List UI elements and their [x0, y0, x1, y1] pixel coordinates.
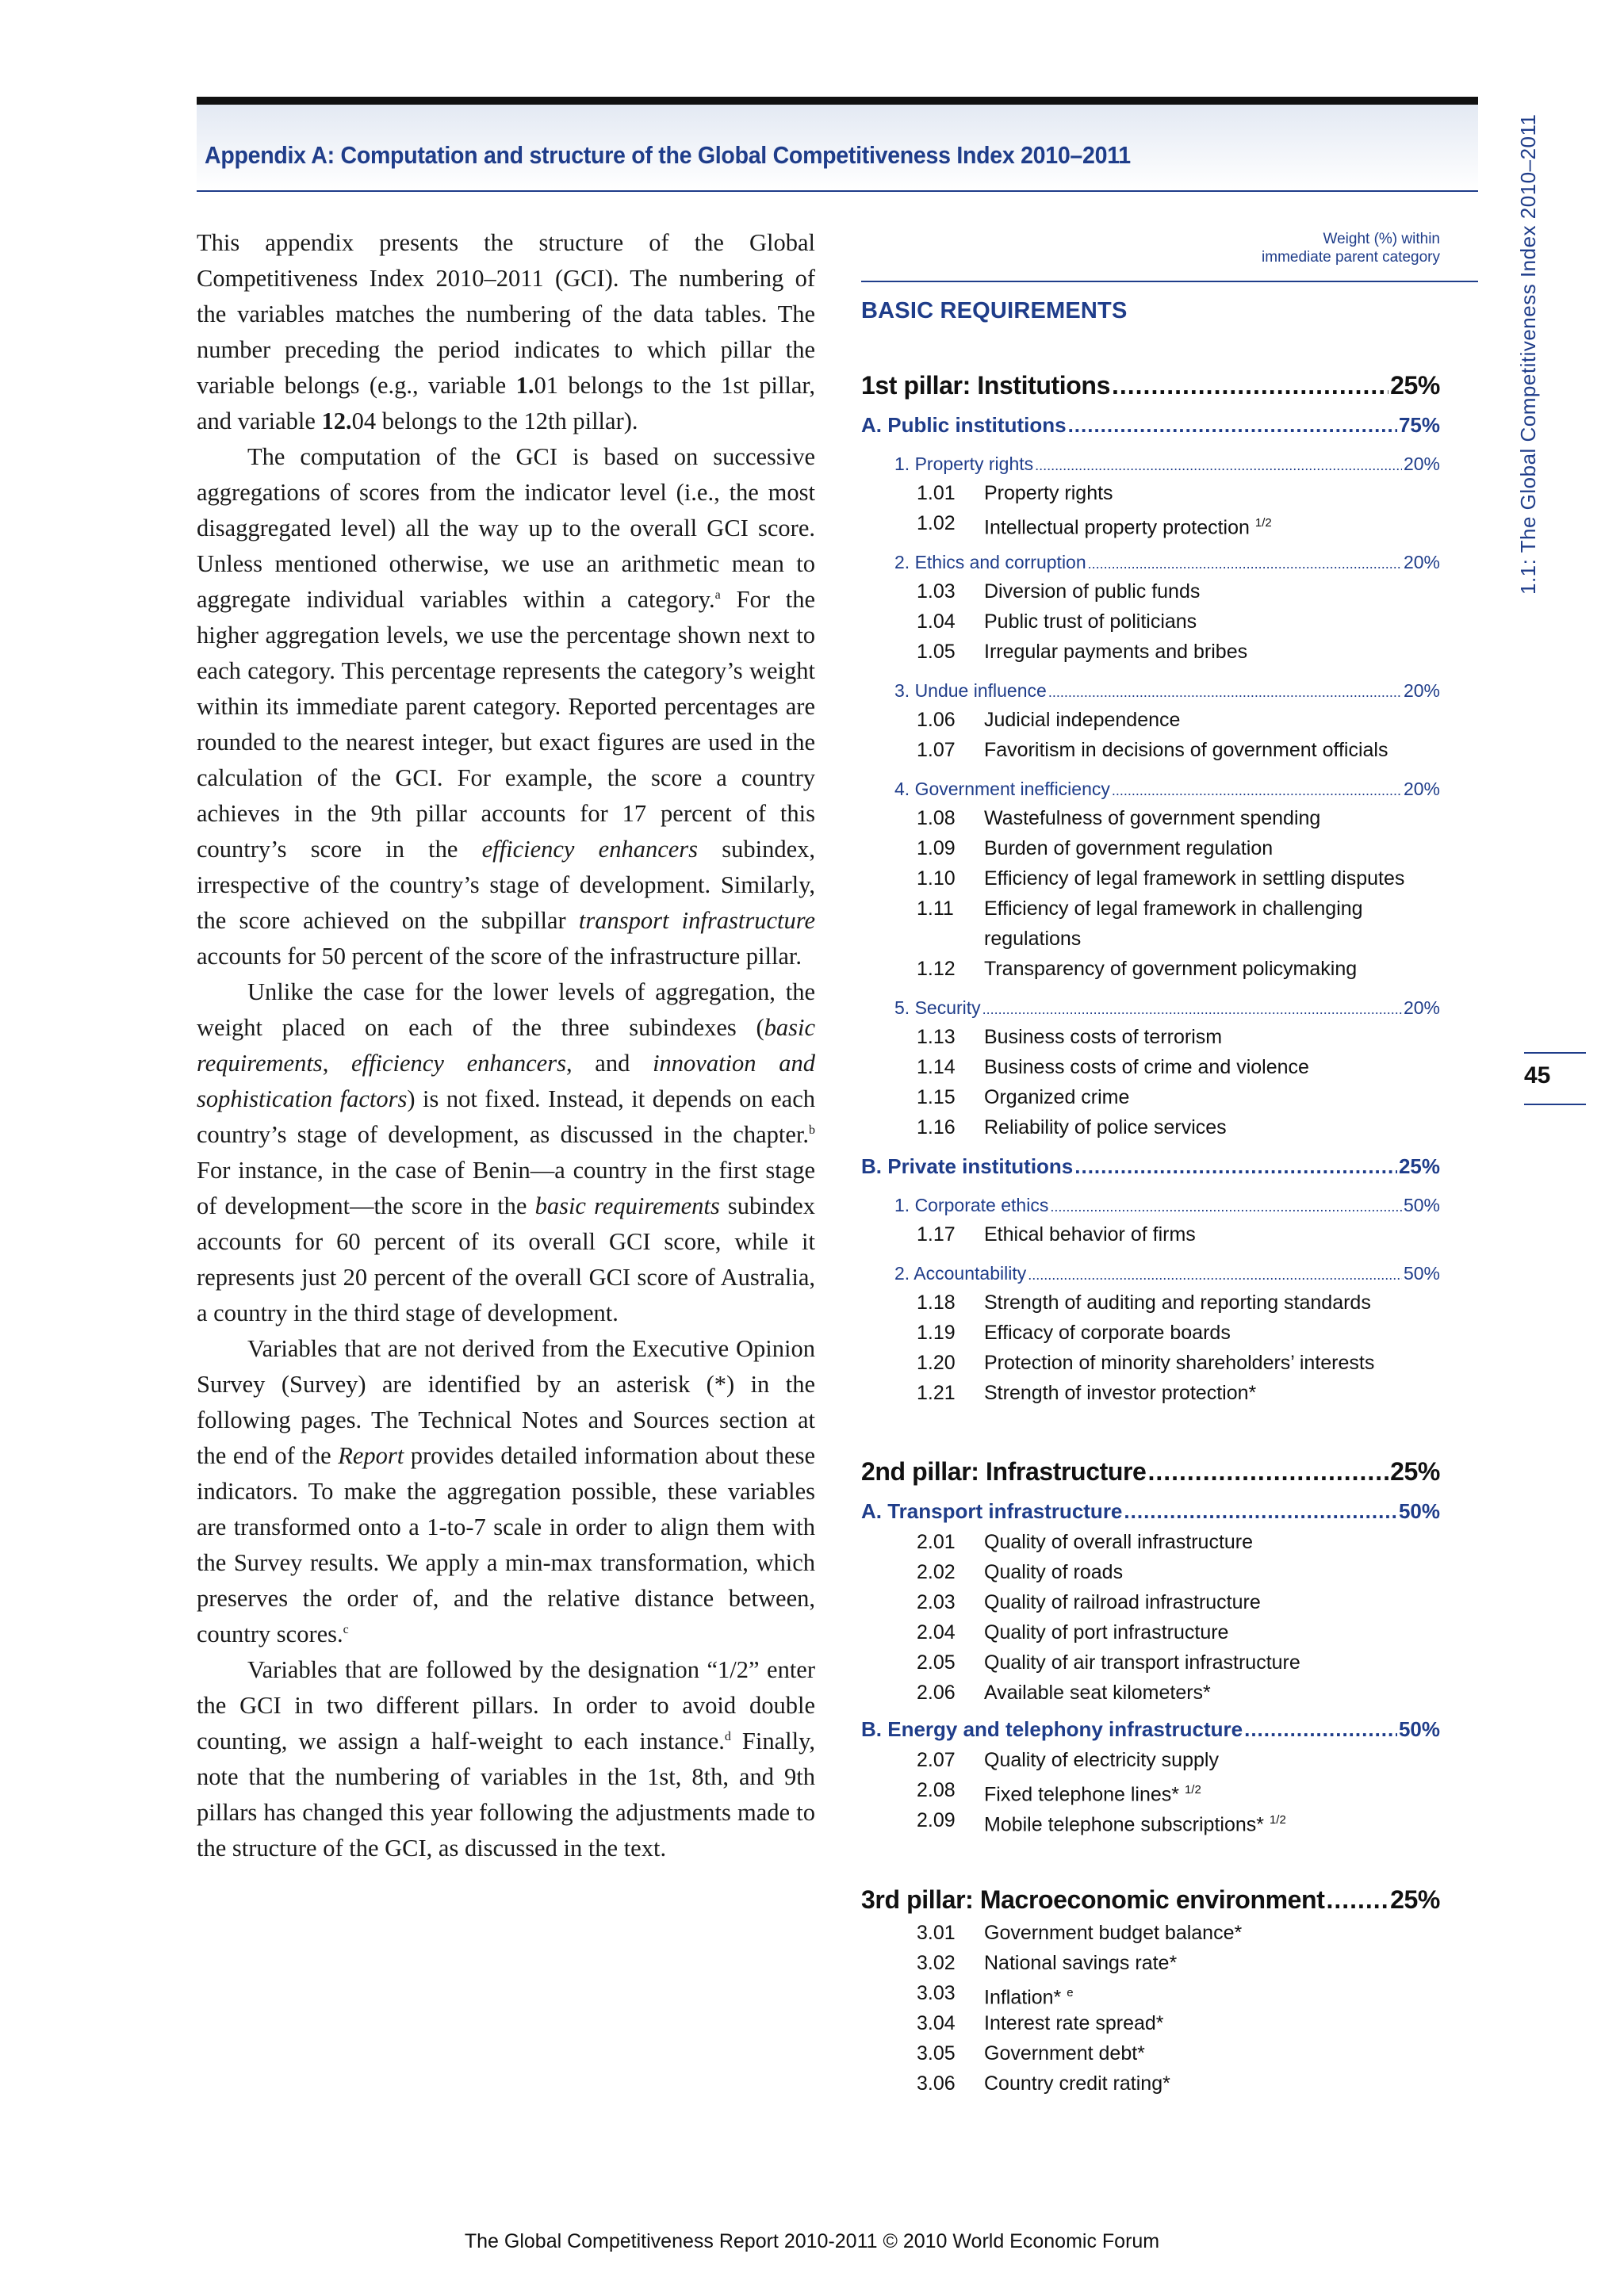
weight-column-header: Weight (%) within immediate parent category	[1262, 231, 1440, 266]
variable-item: 1.11 Efficiency of legal framework in challenging regulations	[917, 897, 1363, 950]
variable-item: 1.17 Ethical behavior of firms	[917, 1223, 1196, 1246]
variable-item: 1.04 Public trust of politicians	[917, 610, 1197, 633]
variable-item: 1.06 Judicial independence	[917, 709, 1181, 731]
variable-item: 1.16 Reliability of police services	[917, 1116, 1227, 1138]
variable-item: 2.05 Quality of air transport infrastructure	[917, 1651, 1300, 1674]
category-heading: 2. Ethics and corruption ..... 20%	[894, 552, 1440, 573]
header-band	[197, 105, 1478, 192]
variable-item: 1.14 Business costs of crime and violence	[917, 1056, 1309, 1078]
paragraph-4: Variables that are not derived from the Executive Opinion Survey (Survey) are identified by an asterisk (*) in the following pages. The Technical Notes and Sources section at the end of the Report provides detailed information about these indicators. To make the aggregation possible, these variables are transformed onto a 1-to-7 scale in order to align them with the Survey results. We apply a min-max transformation, which preserves the order of, and the relative distance between, country scores.$^c$	[197, 1335, 816, 1647]
variable-item: 3.05 Government debt*	[917, 2042, 1145, 2064]
variable-item: 3.01 Government budget balance*	[917, 1922, 1243, 1944]
variable-item: 2.09 Mobile telephone subscriptions* $^{1/2}$	[917, 1809, 1286, 1836]
variable-item: 1.01 Property rights	[917, 482, 1113, 504]
variable-item: 2.08 Fixed telephone lines* $^{1/2}$	[917, 1779, 1201, 1806]
variable-item: 1.08 Wastefulness of government spending	[917, 807, 1321, 829]
page-footer: The Global Competitiveness Report 2010-2011 © 2010 World Economic Forum	[464, 2230, 1160, 2252]
variable-item: 1.18 Strength of auditing and reporting standards	[917, 1292, 1371, 1314]
variable-item: 1.10 Efficiency of legal framework in settling disputes	[917, 867, 1405, 890]
category-heading: 5. Security ..... 20%	[894, 997, 1440, 1019]
category-heading: 1. Property rights ..... 20%	[894, 453, 1440, 475]
header-top-rule	[197, 97, 1478, 105]
variable-item: 1.09 Burden of government regulation	[917, 837, 1274, 859]
variable-item: 2.02 Quality of roads	[917, 1561, 1124, 1583]
subpillar-heading: A. Public institutions ..... 75%	[861, 413, 1440, 438]
category-heading: 1. Corporate ethics ..... 50%	[894, 1195, 1440, 1216]
variable-item: 1.13 Business costs of terrorism	[917, 1026, 1223, 1048]
variable-item: 1.15 Organized crime	[917, 1086, 1130, 1108]
paragraph-3: Unlike the case for the lower levels of aggregation, the weight placed on each of the three subindexes (basic requirements, efficiency enhancers, and innovation and sophistication factors) is not fixed. Instead, it depends on each country’s stage of development, as discussed in the chapter.$^b$ For instance, in the case of Benin—a country in the first stage of development—the score in the basic requirements subindex accounts for 60 percent of its overall GCI score, while it represents just 20 percent of the overall GCI score of Australia, a country in the third stage of development.	[197, 978, 815, 1326]
variable-item: 3.02 National savings rate*	[917, 1952, 1178, 1974]
variable-item: 1.02 Intellectual property protection $^{1/2}$	[917, 512, 1272, 539]
subpillar-heading: A. Transport infrastructure ..... 50%	[861, 1499, 1440, 1524]
pillar-heading: 3rd pillar: Macroeconomic environment ..... 25%	[861, 1885, 1440, 1915]
page-title: Appendix A: Computation and structure of the Global Competitiveness Index 2010–2011	[205, 141, 1131, 169]
variable-item: 1.12 Transparency of government policymaking	[917, 958, 1358, 980]
subpillar-heading: B. Private institutions ..... 25%	[861, 1154, 1440, 1179]
category-heading: 3. Undue influence ..... 20%	[894, 680, 1440, 702]
variable-item: 2.03 Quality of railroad infrastructure	[917, 1591, 1261, 1613]
pillar-heading: 1st pillar: Institutions ..... 25%	[861, 371, 1440, 400]
variable-item: 2.06 Available seat kilometers*	[917, 1682, 1211, 1704]
variable-item: 1.05 Irregular payments and bribes	[917, 641, 1248, 663]
variable-item: 1.20 Protection of minority shareholders’ interests	[917, 1352, 1375, 1374]
variable-item: 3.04 Interest rate spread*	[917, 2012, 1164, 2034]
variable-item: 1.03 Diversion of public funds	[917, 580, 1201, 603]
paragraph-2: The computation of the GCI is based on successive aggregations of scores from the indicator level (i.e., the most disaggregated level) all the way up to the overall GCI score. Unless mentioned otherwise, we use an arithmetic mean to aggregate individual variables within a category.$^a$ For the higher aggregation levels, we use the percentage shown next to each category. This percentage represents the category’s weight within its immediate parent category. Reported percentages are rounded to the nearest integer, but exact figures are used in the calculation of the GCI. For example, the score a country achieves in the 9th pillar accounts for 17 percent of this country’s score in the efficiency enhancers subindex, irrespective of the country’s stage of development. Similarly, the score achieved on the subpillar transport infrastructure accounts for 50 percent of the score of the infrastructure pillar.	[197, 443, 815, 970]
category-heading: 4. Government inefficiency ..... 20%	[894, 779, 1440, 800]
page-number-rule-top	[1524, 1052, 1586, 1054]
category-heading: 2. Accountability ..... 50%	[894, 1263, 1440, 1284]
subpillar-heading: B. Energy and telephony infrastructure ..... 50%	[861, 1717, 1440, 1742]
variable-item: 2.01 Quality of overall infrastructure	[917, 1531, 1254, 1553]
appendix-body-text	[197, 225, 815, 1866]
paragraph-5: Variables that are followed by the designation “1/2” enter the GCI in two different pillars. In order to avoid double counting, we assign a half-weight to each instance.$^d$ Finally, note that the numbering of variables in the 1st, 8th, and 9th pillars has changed this year following the adjustments made to the structure of the GCI, as discussed in the text.	[197, 1656, 816, 1862]
pillar-heading: 2nd pillar: Infrastructure ..... 25%	[861, 1457, 1440, 1487]
page-number-rule-bottom	[1524, 1104, 1586, 1105]
variable-item: 1.07 Favoritism in decisions of government officials	[917, 739, 1388, 761]
variable-item: 2.07 Quality of electricity supply	[917, 1749, 1219, 1771]
side-running-title: 1.1: The Global Competitiveness Index 2010–2011	[1516, 113, 1540, 595]
paragraph-1: This appendix presents the structure of the Global Competitiveness Index 2010–2011 (GCI). The numbering of the variables matches the numbering of the data tables. The number preceding the period indicates to which pillar the variable belongs (e.g., variable 1.01 belongs to the 1st pillar, and variable 12.04 belongs to the 12th pillar).	[197, 229, 815, 434]
variable-item: 3.03 Inflation* $^e$	[917, 1982, 1074, 2009]
page-number: 45	[1524, 1062, 1551, 1089]
section-heading: BASIC REQUIREMENTS	[861, 298, 1128, 323]
variable-item: 3.06 Country credit rating*	[917, 2072, 1170, 2095]
variable-item: 1.19 Efficacy of corporate boards	[917, 1322, 1231, 1344]
variable-item: 1.21 Strength of investor protection*	[917, 1382, 1257, 1404]
variable-item: 2.04 Quality of port infrastructure	[917, 1621, 1229, 1644]
weight-header-rule	[861, 281, 1478, 282]
